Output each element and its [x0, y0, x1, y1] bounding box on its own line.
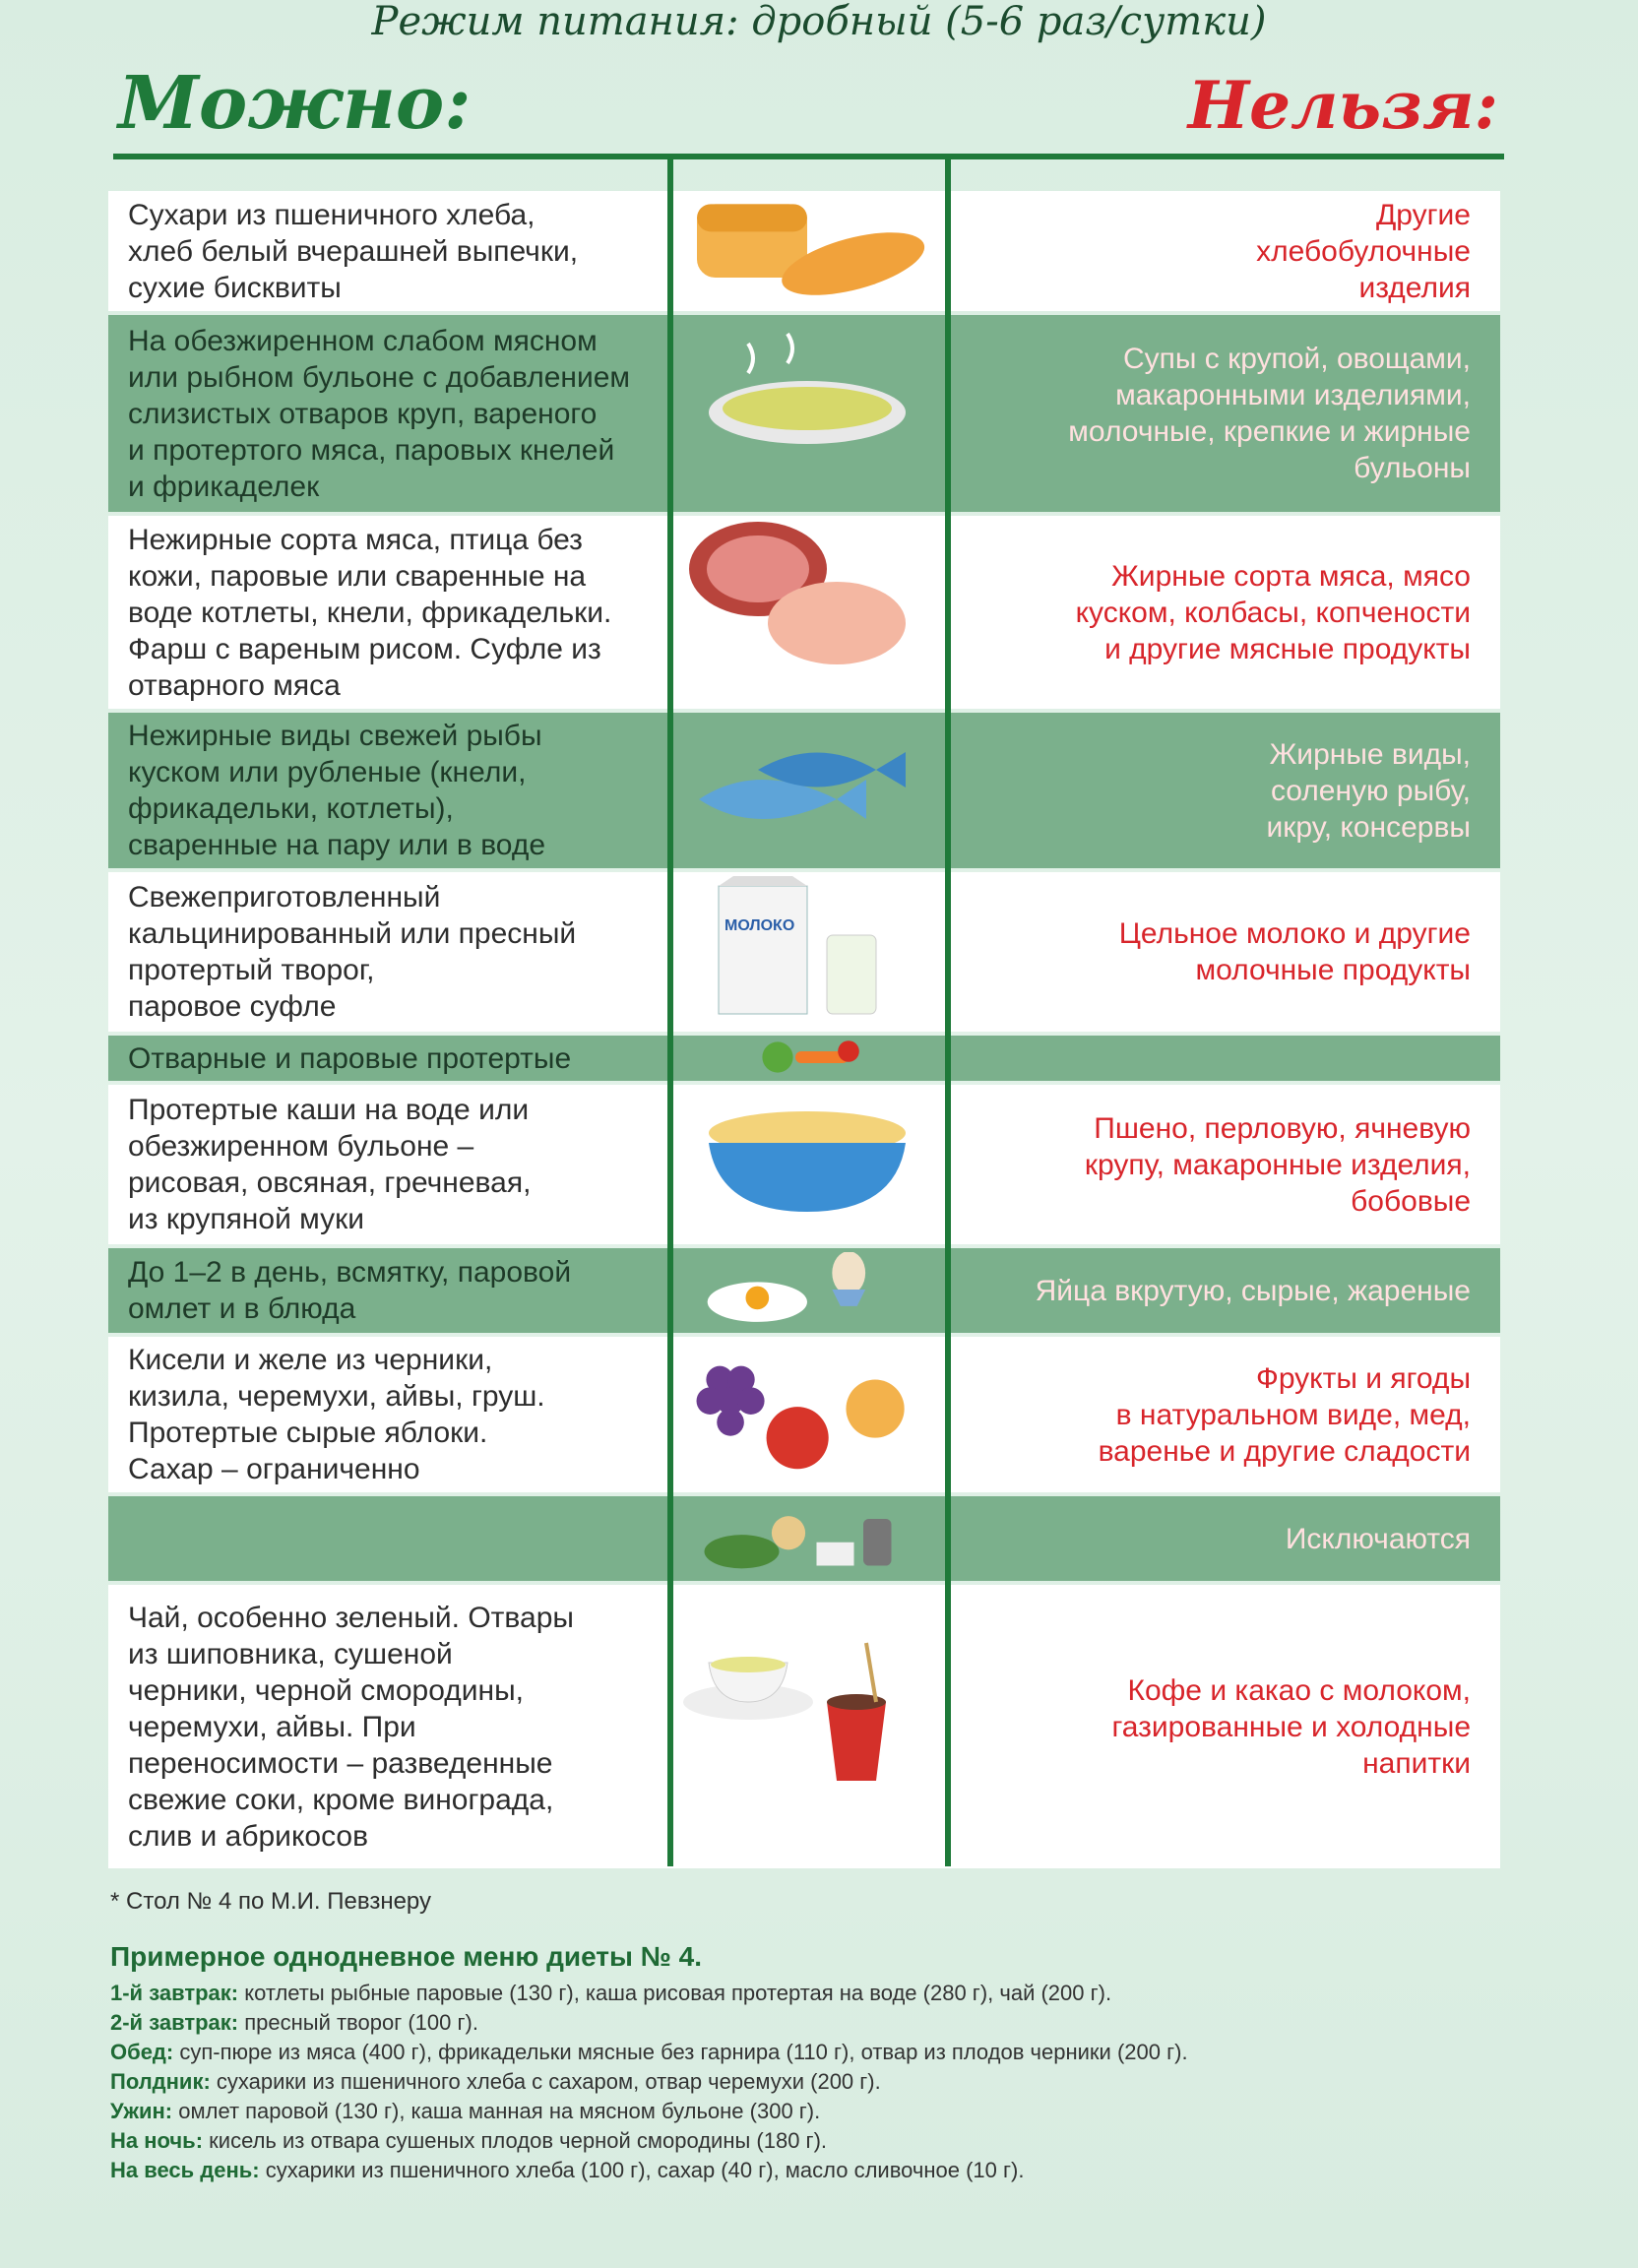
- sample-menu: [110, 1941, 1488, 2185]
- allowed-text-line: паровое суфле: [128, 990, 337, 1023]
- table-row: [108, 1036, 1500, 1081]
- forbidden-text-line: напитки: [1362, 1746, 1471, 1780]
- allowed-text-line: Отварные и паровые протертые: [128, 1041, 572, 1075]
- footnote: * Стол № 4 по М.И. Певзнеру: [110, 1888, 432, 1915]
- allowed-text-line: рисовая, овсяная, гречневая,: [128, 1166, 532, 1199]
- vegetables-icon: [679, 1040, 955, 1077]
- forbidden-text-line: соленую рыбу,: [1270, 774, 1471, 807]
- menu-meal-label: Ужин:: [110, 2099, 173, 2123]
- forbidden-text-line: крупу, макаронные изделия,: [1084, 1148, 1471, 1181]
- menu-meal-text: сухарики из пшеничного хлеба (100 г), сахар (40 г), масло сливочное (10 г).: [259, 2158, 1025, 2182]
- allowed-text-line: переносимости – разведенные: [128, 1746, 553, 1780]
- allowed-text-line: обезжиренном бульоне –: [128, 1130, 474, 1163]
- soup-icon: [679, 319, 955, 508]
- forbidden-cell: [978, 1360, 1471, 1470]
- forbidden-cell: [978, 915, 1471, 988]
- forbidden-text-line: макаронными изделиями,: [1115, 379, 1471, 411]
- allowed-text-line: Сахар – ограниченно: [128, 1453, 420, 1485]
- menu-meal-text: сухарики из пшеничного хлеба с сахаром, отвар черемухи (200 г).: [210, 2069, 881, 2094]
- allowed-text-line: Протертые сырые яблоки.: [128, 1417, 488, 1449]
- menu-meal-label: 2-й завтрак:: [110, 2010, 239, 2035]
- forbidden-text-line: Яйца вкрутую, сырые, жареные: [1035, 1274, 1471, 1307]
- fruit-icon: [679, 1341, 955, 1488]
- table-row: [108, 1496, 1500, 1581]
- menu-meal-text: пресный творог (100 г).: [238, 2010, 478, 2035]
- allowed-text-line: Кисели и желе из черники,: [128, 1344, 493, 1376]
- forbidden-text-line: изделия: [1358, 271, 1471, 304]
- column-divider: [667, 159, 673, 1866]
- menu-line: [110, 2156, 1488, 2185]
- bread-icon: [679, 195, 955, 307]
- diet-table: [108, 159, 1500, 1866]
- menu-title: Примерное однодневное меню диеты № 4.: [110, 1941, 703, 1972]
- allowed-text-line: слив и абрикосов: [128, 1819, 369, 1853]
- menu-line: [110, 2067, 1488, 2097]
- forbidden-text-line: и другие мясные продукты: [1104, 632, 1471, 665]
- forbidden-text-line: варенье и другие сладости: [1098, 1434, 1471, 1468]
- drinks-icon: [679, 1589, 955, 1864]
- forbidden-text-line: Другие: [1375, 198, 1471, 231]
- menu-meal-text: суп-пюре из мяса (400 г), фрикадельки мясные без гарнира (110 г), отвар из плодов черники (200 г).: [173, 2040, 1188, 2064]
- forbidden-text-line: Пшено, перловую, ячневую: [1094, 1111, 1471, 1145]
- menu-meal-label: Полдник:: [110, 2069, 211, 2094]
- forbidden-text-line: молочные продукты: [1195, 954, 1471, 986]
- table-row: [108, 872, 1500, 1032]
- forbidden-text-line: Цельное молоко и другие: [1118, 917, 1471, 950]
- forbidden-cell: [978, 1521, 1471, 1557]
- svg-text:МОЛОКО: МОЛОКО: [724, 917, 795, 934]
- forbidden-text-line: Жирные сорта мяса, мясо: [1111, 559, 1471, 593]
- table-row: [108, 1337, 1500, 1492]
- porridge-bowl-icon: [679, 1089, 955, 1240]
- allowed-text-line: слизистых отваров круп, вареного: [128, 397, 598, 430]
- allowed-text-line: кальцинированный или пресный: [128, 917, 577, 950]
- allowed-text-line: черники, черной смородины,: [128, 1673, 524, 1707]
- allowed-text-line: и протертого мяса, паровых кнелей: [128, 433, 615, 467]
- egg-icon: [679, 1252, 955, 1329]
- forbidden-text-line: Кофе и какао с молоком,: [1127, 1673, 1471, 1707]
- column-divider: [945, 159, 951, 1866]
- forbidden-text-line: Фрукты и ягоды: [1256, 1361, 1471, 1395]
- forbidden-title: Нельзя:: [1187, 67, 1498, 144]
- forbidden-cell: [978, 1273, 1471, 1309]
- allowed-text-line: Протертые каши на воде или: [128, 1094, 530, 1126]
- forbidden-text-line: Супы с крупой, овощами,: [1122, 343, 1471, 375]
- allowed-text-line: и фрикаделек: [128, 470, 320, 503]
- allowed-text-line: черемухи, айвы. При: [128, 1710, 416, 1743]
- table-row: [108, 1248, 1500, 1333]
- allowed-text-line: фрикадельки, котлеты),: [128, 792, 454, 825]
- menu-meal-label: 1-й завтрак:: [110, 1981, 239, 2005]
- table-row: [108, 191, 1500, 311]
- menu-meal-label: На ночь:: [110, 2128, 204, 2153]
- menu-line: [110, 1979, 1488, 2008]
- forbidden-text-line: хлебобулочные: [1256, 234, 1471, 268]
- allowed-text-line: воде котлеты, кнели, фрикадельки.: [128, 596, 612, 629]
- allowed-text-line: Сухари из пшеничного хлеба,: [128, 198, 536, 231]
- meat-icon: [679, 520, 955, 705]
- allowed-text-line: кизила, черемухи, айвы, груш.: [128, 1380, 545, 1413]
- allowed-text-line: сухие бисквиты: [128, 271, 342, 304]
- forbidden-cell: [978, 197, 1471, 306]
- fish-icon: [679, 717, 955, 864]
- allowed-text-line: протертый творог,: [128, 954, 375, 986]
- forbidden-text-line: Жирные виды,: [1269, 737, 1471, 771]
- forbidden-cell: [978, 1110, 1471, 1220]
- allowed-text-line: или рыбном бульоне с добавлением: [128, 360, 631, 394]
- menu-meal-text: котлеты рыбные паровые (130 г), каша рисовая протертая на воде (280 г), чай (200 г).: [238, 1981, 1112, 2005]
- forbidden-text-line: газированные и холодные: [1111, 1710, 1471, 1743]
- allowed-text-line: свежие соки, кроме винограда,: [128, 1783, 554, 1816]
- allowed-text-line: хлеб белый вчерашней выпечки,: [128, 234, 579, 268]
- allowed-title: Можно:: [118, 61, 472, 146]
- allowed-text-line: До 1–2 в день, всмятку, паровой: [128, 1256, 572, 1289]
- allowed-text-line: Фарш с вареным рисом. Суфле из: [128, 632, 601, 665]
- allowed-text-line: Нежирные сорта мяса, птица без: [128, 523, 583, 556]
- allowed-text-line: из шиповника, сушеной: [128, 1637, 453, 1670]
- milk-icon: [679, 876, 955, 1028]
- menu-meal-text: кисель из отвара сушеных плодов черной смородины (180 г).: [203, 2128, 828, 2153]
- allowed-text-line: куском или рубленые (кнели,: [128, 756, 527, 788]
- spices-icon: [679, 1500, 955, 1577]
- table-row: [108, 1585, 1500, 1868]
- menu-line: [110, 2008, 1488, 2038]
- allowed-text-line: из крупяной муки: [128, 1203, 364, 1235]
- allowed-text-line: сваренные на пару или в воде: [128, 829, 546, 861]
- table-row: [108, 315, 1500, 512]
- forbidden-text-line: икру, консервы: [1266, 810, 1471, 844]
- allowed-text-line: На обезжиренном слабом мясном: [128, 324, 598, 357]
- menu-line: [110, 2038, 1488, 2067]
- forbidden-text-line: Исключаются: [1285, 1522, 1471, 1555]
- table-row: [108, 713, 1500, 868]
- menu-line: [110, 2097, 1488, 2126]
- forbidden-text-line: бобовые: [1351, 1184, 1471, 1218]
- forbidden-cell: [978, 558, 1471, 667]
- forbidden-text-line: в натуральном виде, мед,: [1115, 1398, 1471, 1431]
- forbidden-text-line: бульоны: [1354, 452, 1471, 484]
- diet-mode-heading: Режим питания: дробный (5-6 раз/сутки): [371, 0, 1267, 44]
- forbidden-cell: [978, 736, 1471, 846]
- table-row: [108, 1085, 1500, 1244]
- allowed-text-line: омлет и в блюда: [128, 1292, 356, 1325]
- forbidden-text-line: куском, колбасы, копчености: [1075, 596, 1471, 629]
- allowed-text-line: отварного мяса: [128, 668, 341, 702]
- menu-meal-text: омлет паровой (130 г), каша манная на мясном бульоне (300 г).: [172, 2099, 821, 2123]
- allowed-text-line: Нежирные виды свежей рыбы: [128, 720, 542, 752]
- menu-line: [110, 2126, 1488, 2156]
- forbidden-cell: [978, 1672, 1471, 1782]
- table-row: [108, 516, 1500, 709]
- menu-meal-label: Обед:: [110, 2040, 174, 2064]
- forbidden-cell: [978, 341, 1471, 486]
- menu-meal-label: На весь день:: [110, 2158, 260, 2182]
- allowed-text-line: Чай, особенно зеленый. Отвары: [128, 1601, 574, 1634]
- allowed-text-line: кожи, паровые или сваренные на: [128, 559, 587, 593]
- allowed-text-line: Свежеприготовленный: [128, 881, 441, 914]
- forbidden-text-line: молочные, крепкие и жирные: [1068, 415, 1471, 448]
